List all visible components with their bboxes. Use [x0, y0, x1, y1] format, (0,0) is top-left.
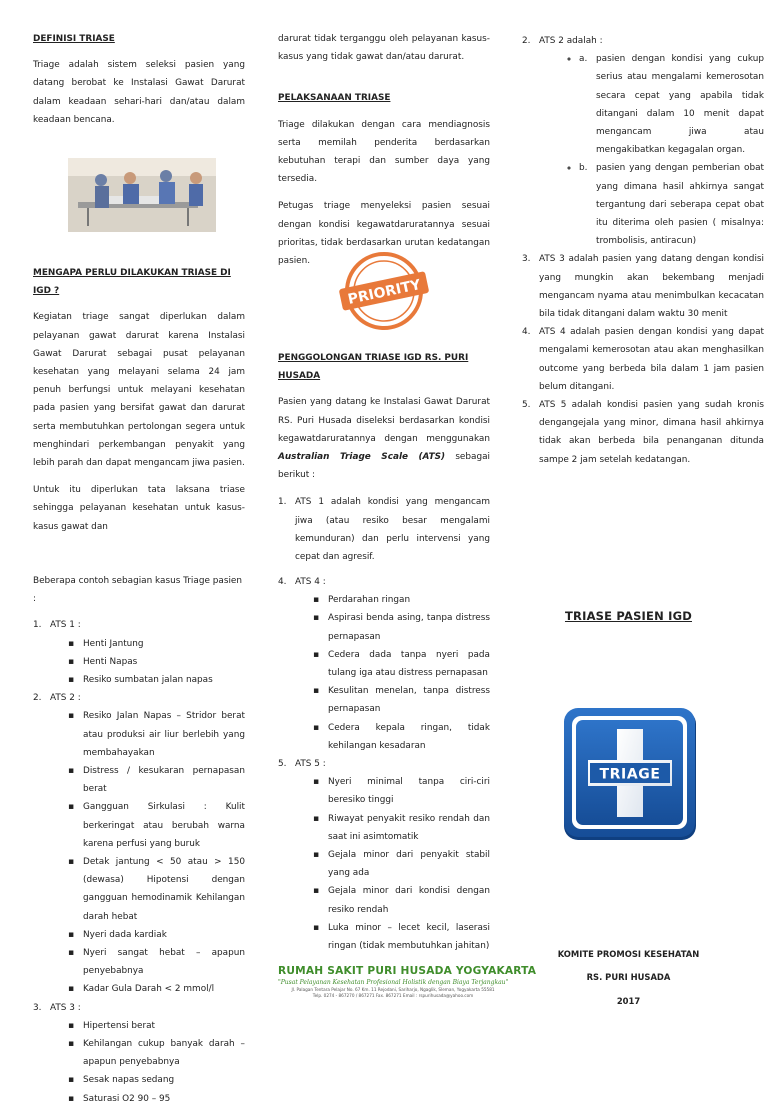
ats-example-item: ▪ Distress / kesukaran pernapasan berat — [67, 762, 245, 798]
ats-example-item: ▪ Sesak napas sedang — [67, 1071, 245, 1089]
ats-definition-item — [522, 396, 764, 469]
mengapa-text-2: Untuk itu diperlukan tata laksana triase sehingga pelayanan kesehatan untuk kasus-kasus gawat dan — [33, 485, 245, 532]
priority-label: PRIORITY — [346, 276, 423, 308]
ats-example-item: ▪ Riwayat penyakit resiko rendah dan saat ini asimtomatik — [312, 810, 490, 846]
ats-example-number: 1. — [33, 620, 42, 631]
ats-example-item: ▪ Gangguan Sirkulasi : Kulit berkeringat atau berubah warna karena perfusi yang buruk — [67, 798, 245, 853]
ats-example-number: 2. — [33, 693, 42, 704]
penggolongan-text-b: sebagai berikut : — [278, 452, 491, 481]
column-2 — [278, 30, 490, 279]
ats-list-part3 — [522, 250, 764, 468]
ats-example-number: 4. — [278, 577, 287, 587]
ats-example-item: ▪ Nyeri sangat hebat – apapun penyebabnya — [67, 944, 245, 980]
mengapa-heading: MENGAPA PERLU DILAKUKAN TRIASE DI IGD ? — [33, 268, 231, 297]
ats-example-item: ▪ Nyeri dada kardiak — [67, 926, 245, 944]
ats-example-item: ▪ Saturasi O2 90 – 95 — [67, 1090, 245, 1108]
ats-example-item: ▪ Gejala minor dari penyakit stabil yang ada — [312, 846, 490, 882]
contoh-intro: Beberapa contoh sebagian kasus Triage pasien : — [33, 576, 242, 605]
column-1-lower — [33, 264, 245, 545]
committee-label: KOMITE PROMOSI KESEHATAN — [557, 949, 700, 959]
ats-example-label: ATS 5 : — [295, 759, 326, 770]
column-2-lower — [278, 349, 490, 566]
pelaksanaan-text-1: Triage dilakukan dengan cara mendiagnosis serta memilah penderita berdasarkan kebutuhan terapi dan sumber daya yang tersedia. — [278, 119, 490, 185]
hospital-address: Jl. Palagan Tentara Pelajar No. 67 Km. 11 Rejodani, Sariharjo, Ngaglik, Sleman, Yogyakarta 55581 — [291, 987, 495, 992]
ats-example-list — [67, 707, 245, 998]
contoh-list-continued — [278, 573, 490, 955]
ats-example-item: ▪ Henti Napas — [67, 653, 245, 671]
ats-list-part1 — [278, 493, 490, 566]
ats1-text: ATS 1 adalah kondisi yang mengancam jiwa (atau resiko besar mengalami kemunduran) dan perlu intervensi yang cepat dan agresif. — [295, 497, 490, 563]
ats2-subitem-letter: ◦ a. — [579, 54, 588, 65]
ats2-subitem-letter: ◦ b. — [579, 163, 588, 174]
ats-example-item: ▪ Detak jantung < 50 atau > 150 (dewasa) Hipotensi dengan gangguan hemodinamik Kehilangan darah hebat — [67, 853, 245, 926]
emergency-photo — [68, 158, 216, 232]
ats-definition-number: 4. — [522, 327, 531, 338]
penggolongan-text — [278, 393, 490, 484]
ats-definition-item — [522, 323, 764, 396]
ats-example-group — [278, 573, 490, 755]
mengapa-text-1: Kegiatan triage sangat diperlukan dalam pelayanan gawat darurat karena Instalasi Gawat Darurat sebagai pusat pelayanan kesehatan yang melayani selama 24 jam penuh berfungsi untuk melayani kesehatan pada pasien yang bersifat gawat dan darurat serta membutuhkan pertolongan segera untuk menghindari perkembangan penyakit yang lebih parah dan dapat mengancam jiwa pasien. — [33, 312, 245, 469]
continuation-text: darurat tidak terganggu oleh pelayanan kasus-kasus yang tidak gawat dan/atau darurat. — [278, 34, 490, 63]
penggolongan-scale: Australian Triage Scale (ATS) — [278, 452, 446, 463]
ats-example-list — [312, 591, 490, 755]
ats-list-part2 — [522, 32, 764, 250]
ats-example-group — [33, 689, 245, 998]
ats1-item — [278, 493, 490, 566]
column-5 — [278, 573, 490, 955]
ats-definition-number: 5. — [522, 400, 531, 411]
ats-definition-number: 3. — [522, 254, 531, 265]
column-4 — [33, 572, 245, 1108]
ats2-sublist — [539, 50, 764, 250]
ats-example-list — [67, 635, 245, 690]
hospital-name: RUMAH SAKIT PURI HUSADA YOGYAKARTA — [278, 965, 537, 977]
column-1 — [33, 30, 245, 138]
ats-definition-text: ATS 3 adalah pasien yang datang dengan kondisi yang mungkin akan bekembang menjadi mengancam nyama atau menimbulkan kecacatan bila tidak ditangani dalam waktu 30 menit — [539, 254, 764, 320]
ats-example-number: 5. — [278, 759, 287, 770]
ats-example-item: ▪ Kesulitan menelan, tanpa distress pernapasan — [312, 682, 490, 718]
pelaksanaan-text-2: Petugas triage menyeleksi pasien sesuai dengan kondisi kegawatdaruratannya sesuai prioritas, tidak berdasarkan urutan kedatangan pasien. — [278, 201, 490, 267]
ats2-label: ATS 2 adalah : — [539, 36, 603, 46]
ats-example-item: ▪ Hipertensi berat — [67, 1017, 245, 1035]
ats-example-label: ATS 1 : — [50, 620, 81, 631]
ats-example-group — [33, 999, 245, 1108]
ats-example-label: ATS 4 : — [295, 577, 326, 587]
ats-example-label: ATS 2 : — [50, 693, 81, 704]
hospital-contact: Telp. 0274 - 867270 / 867271 Fax. 867271 Email : rspurihusada@yahoo.com — [312, 993, 474, 998]
ats-example-item: ▪ Gejala minor dari kondisi dengan resiko rendah — [312, 882, 490, 918]
ats2-item — [522, 32, 764, 250]
ats2-subitem — [579, 50, 764, 159]
ats-definition-text: ATS 5 adalah kondisi pasien yang sudah kronis dengangejala yang minor, dimana hasil ahkirnya tidak akan berbeda bila penanganan ditunda sampe 2 jam setelah kedatangan. — [539, 400, 764, 465]
ats2-subitem — [579, 159, 764, 250]
ats-example-label: ATS 3 : — [50, 1002, 81, 1013]
ats-example-list — [67, 1017, 245, 1108]
ats2-number: 2. — [522, 36, 531, 46]
definisi-text: Triage adalah sistem seleksi pasien yang datang berobat ke Instalasi Gawat Darurat dalam keadaan sehari-hari dan/atau dalam keadaan bencana. — [33, 60, 245, 125]
ats-example-item: ▪ Aspirasi benda asing, tanpa distress pernapasan — [312, 609, 490, 645]
ats-example-item: ▪ Cedera kepala ringan, tidak kehilangan kesadaran — [312, 719, 490, 755]
column-3 — [522, 32, 764, 469]
triage-cross-icon — [563, 707, 697, 845]
triage-logo-text: TRIAGE — [599, 766, 661, 783]
ats-definition-text: ATS 4 adalah pasien dengan kondisi yang dapat mengalami kemerosotan atau akan menghasilkan outcome yang berbeda bila dalam 1 jam pasien belum ditangani. — [539, 327, 764, 392]
ats-example-item: ▪ Resiko Jalan Napas – Stridor berat atau produksi air liur berlebih yang membahayakan — [67, 707, 245, 762]
ats-example-item: ▪ Kehilangan cukup banyak darah – apapun penyebabnya — [67, 1035, 245, 1071]
contoh-list — [33, 616, 245, 1107]
brochure-title: TRIASE PASIEN IGD — [564, 609, 692, 623]
ats-definition-item — [522, 250, 764, 323]
definisi-heading: DEFINISI TRIASE — [33, 34, 115, 44]
ats-example-item: ▪ Henti Jantung — [67, 635, 245, 653]
ats-example-number: 3. — [33, 1002, 42, 1013]
pelaksanaan-heading: PELAKSANAAN TRIASE — [278, 93, 391, 104]
hospital-logo-block — [278, 965, 537, 999]
ats-example-group — [278, 755, 490, 955]
ats1-number: 1. — [278, 497, 287, 508]
hospital-tagline: "Pusat Pelayanan Kesehatan Profesional Holistik dengan Biaya Terjangkau" — [278, 979, 509, 986]
ats2-subitem-text: pasien yang dengan pemberian obat yang dimana hasil ahkirnya sangat tergantung dari seberapa cepat obat itu diterima oleh pasien ( misalnya: trombolisis, antiracun) — [596, 163, 764, 247]
penggolongan-heading: PENGGOLONGAN TRIASE IGD RS. PURI HUSADA — [278, 353, 469, 382]
ats-example-list — [312, 773, 490, 955]
penggolongan-text-a: Pasien yang datang ke Instalasi Gawat Darurat RS. Puri Husada diseleksi berdasarkan kondisi kegawatdaruratannya dengan menggunakan — [278, 397, 490, 444]
ats-example-item: ▪ Nyeri minimal tanpa ciri-ciri beresiko tinggi — [312, 773, 490, 809]
ats-example-item: ▪ Cedera dada tanpa nyeri pada tulang iga atau distress pernapasan — [312, 646, 490, 682]
ats-example-group — [33, 616, 245, 689]
ats-example-item: ▪ Perdarahan ringan — [312, 591, 490, 609]
ats2-subitem-text: pasien dengan kondisi yang cukup serius atau mengalami kemerosotan secara cepat yang apabila tidak ditangani dalam 10 menit dapat mengancam jiwa atau mengakibatkan kegagalan organ. — [596, 54, 764, 156]
year-label: 2017 — [616, 996, 641, 1006]
ats-example-item: ▪ Resiko sumbatan jalan napas — [67, 671, 245, 689]
ats-example-item: ▪ Luka minor – lecet kecil, laserasi ringan (tidak membutuhkan jahitan) — [312, 919, 490, 955]
ats-example-item: ▪ Kadar Gula Darah < 2 mmol/l — [67, 980, 245, 998]
priority-stamp — [334, 251, 434, 335]
hospital-label: RS. PURI HUSADA — [586, 972, 671, 982]
